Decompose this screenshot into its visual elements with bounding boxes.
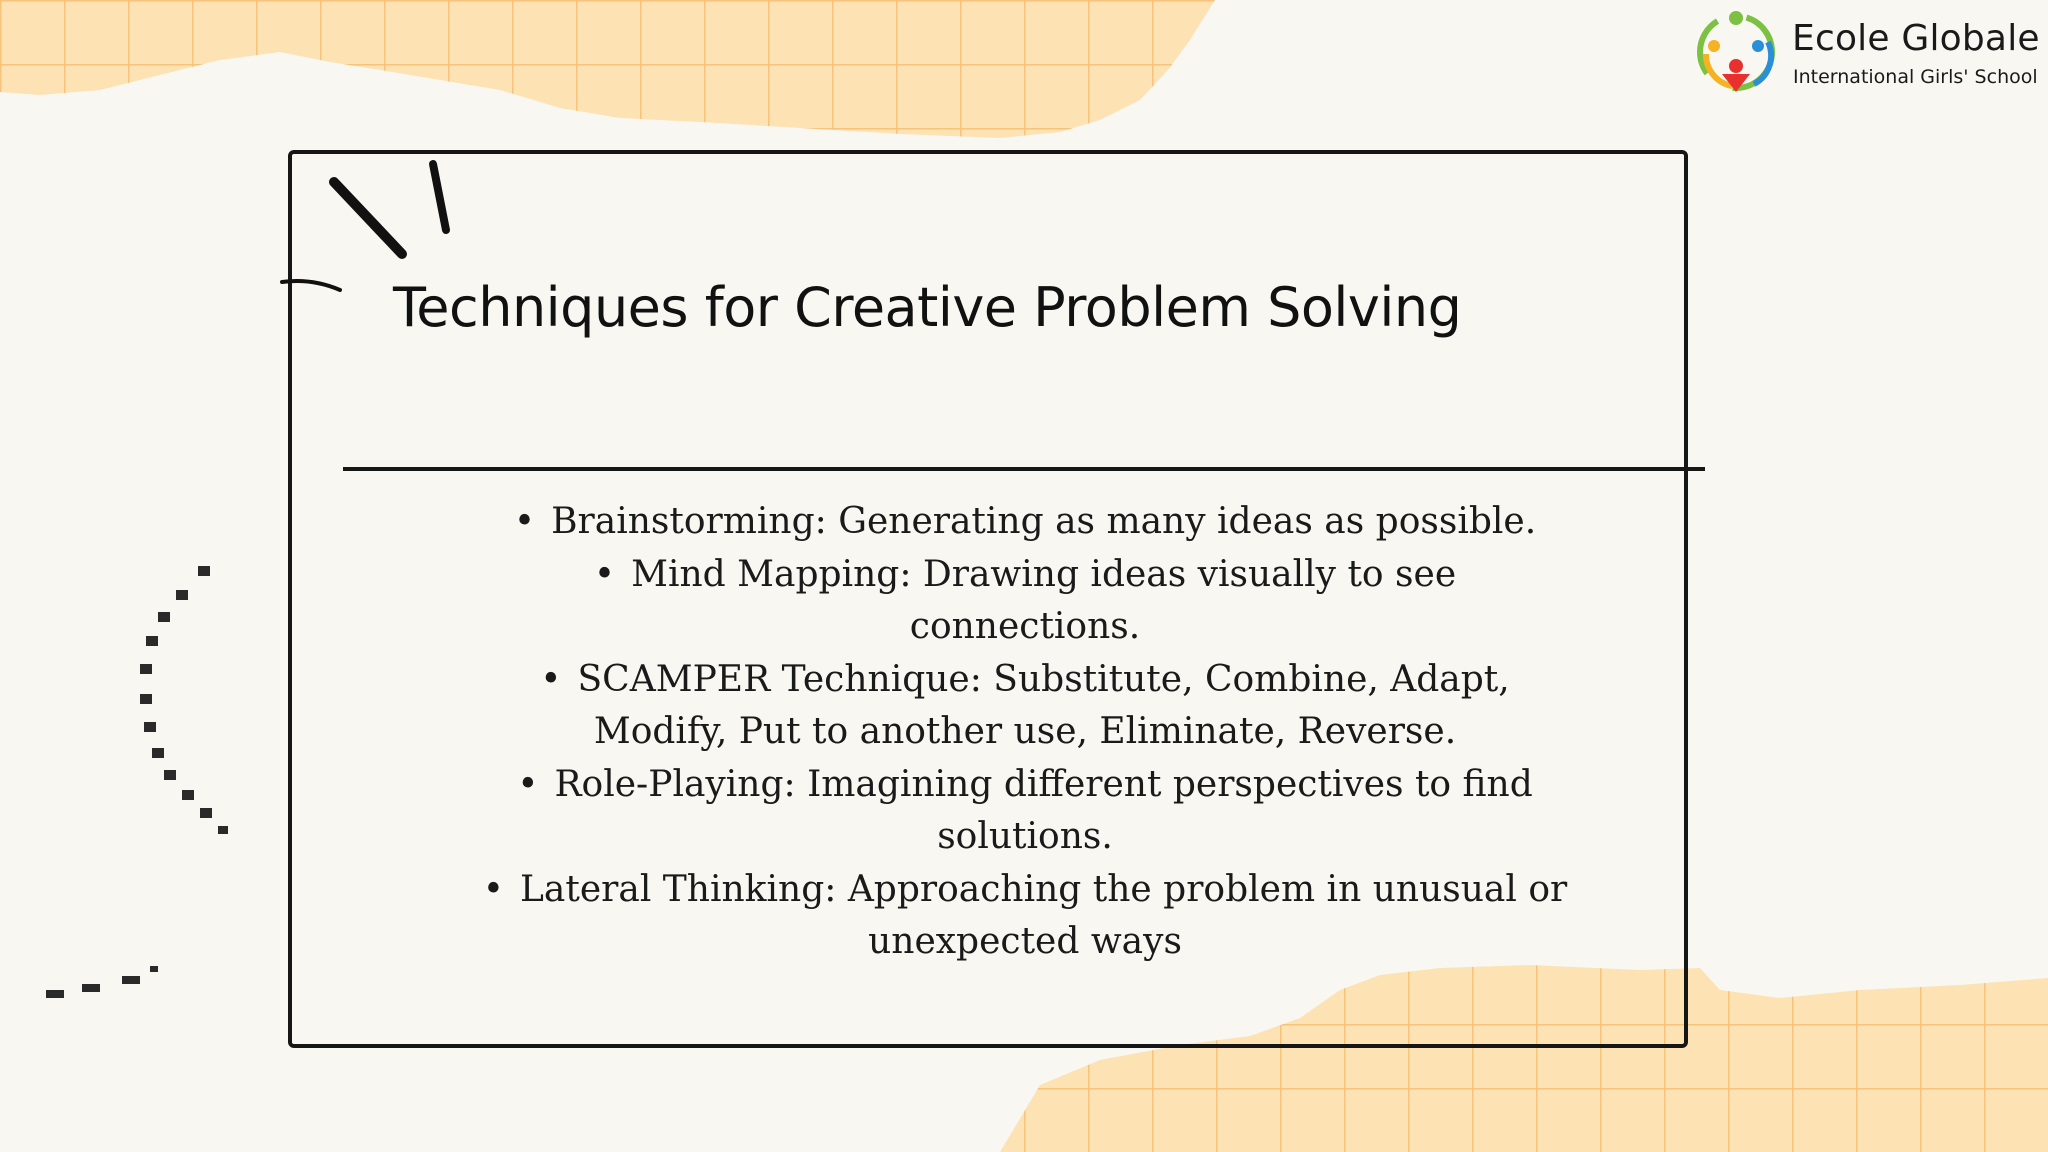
technique-list [480,496,1570,969]
list-item-scamper: • SCAMPER Technique: Substitute, Combine, Adapt, Modify, Put to another use, Eliminate, Reverse. [480,654,1570,759]
list-item-role-playing: • Role-Playing: Imagining different perspectives to find solutions. [480,759,1570,864]
top-grid-paper [0,0,1215,138]
list-item-brainstorming: • Brainstorming: Generating as many ideas as possible. [480,496,1570,549]
title-divider [343,467,1705,471]
logo-school-subtitle: International Girls' School [1793,66,2038,88]
list-item-mind-mapping: • Mind Mapping: Drawing ideas visually to see connections. [480,549,1570,654]
list-item-lateral-thinking: • Lateral Thinking: Approaching the problem in unusual or unexpected ways [480,864,1570,969]
slide-title: Techniques for Creative Problem Solving [393,276,1462,339]
school-logo [1692,2,2042,98]
logo-figures-icon [1692,2,1784,98]
logo-school-name: Ecole Globale [1792,18,2040,59]
